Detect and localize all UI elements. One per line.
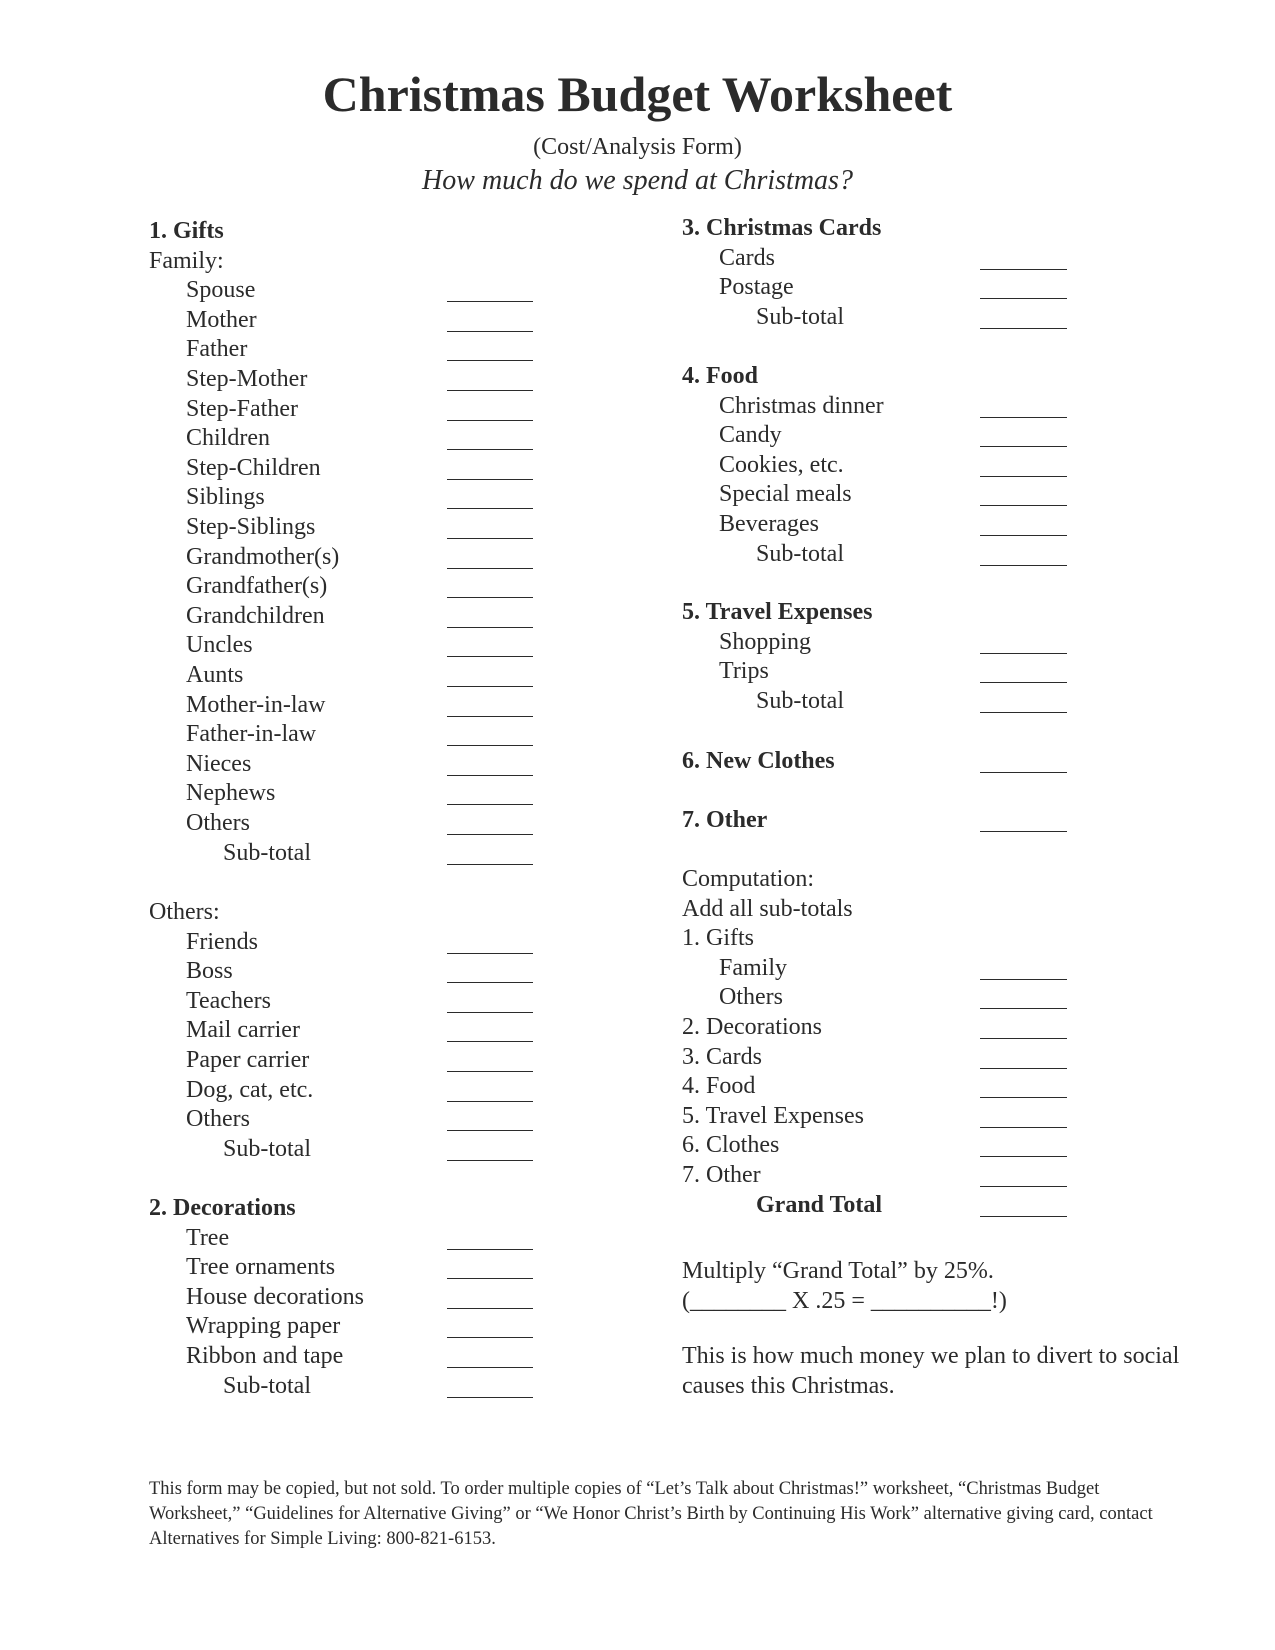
amount-blank-computation-grand-total[interactable] [980,1216,1067,1217]
row-label-gifts-family-items-0: Spouse [186,277,256,304]
amount-blank-cards-items-0[interactable] [980,269,1067,270]
amount-blank-computation-clothes[interactable] [980,1156,1067,1157]
section-heading-computation-grand-total: Grand Total [756,1191,883,1218]
row-label-gifts-others-items-6: Others [186,1106,250,1133]
row-label-cards-items-0: Cards [719,244,775,271]
row-label-gifts-family-items-12: Uncles [186,632,253,659]
row-label-computation-cards: 3. Cards [682,1043,762,1070]
row-label-gifts-family-items-14: Mother-in-law [186,691,326,718]
row-label-decorations-subtotal: Sub-total [223,1372,311,1399]
amount-blank-food-items-1[interactable] [980,446,1067,447]
divert-note: This is how much money we plan to divert to social causes this Christmas. [682,1343,1180,1399]
amount-blank-gifts-family-items-11[interactable] [447,627,533,628]
row-label-computation-family: Family [719,954,788,981]
row-label-gifts-family-items-7: Siblings [186,484,265,511]
multiply-instruction [682,1256,1182,1316]
section-heading-cards-heading: 3. Christmas Cards [682,215,882,241]
row-label-gifts-family-items-16: Nieces [186,750,252,777]
amount-blank-gifts-others-items-2[interactable] [447,1012,533,1013]
row-label-computation-others: Others [719,984,783,1011]
amount-blank-gifts-family-items-8[interactable] [447,538,533,539]
row-label-cards-items-1: Postage [719,274,794,301]
amount-blank-computation-decorations[interactable] [980,1038,1067,1039]
row-label-decorations-items-1: Tree ornaments [186,1254,336,1281]
page-tagline: How much do we spend at Christmas? [422,165,853,196]
section-heading-clothes-heading: 6. New Clothes [682,748,835,774]
amount-blank-gifts-others-items-5[interactable] [447,1101,533,1102]
row-label-computation-food: 4. Food [682,1073,756,1100]
amount-blank-travel-subtotal[interactable] [980,712,1067,713]
section-heading-decorations-heading: 2. Decorations [149,1195,296,1221]
row-label-food-items-3: Special meals [719,481,852,508]
row-label-gifts-others-items-0: Friends [186,928,258,955]
row-label-cards-subtotal: Sub-total [756,303,844,330]
row-label-gifts-family-items-3: Step-Mother [186,366,308,392]
row-label-gifts-family-items-4: Step-Father [186,395,298,422]
row-label-decorations-items-3: Wrapping paper [186,1313,341,1340]
row-label-gifts-others-items-4: Paper carrier [186,1047,310,1073]
row-label-food-items-0: Christmas dinner [719,392,884,419]
amount-blank-gifts-others-items-4[interactable] [447,1071,533,1072]
row-label-decorations-items-4: Ribbon and tape [186,1343,344,1369]
amount-blank-gifts-family-items-18[interactable] [447,834,533,835]
row-label-decorations-items-2: House decorations [186,1283,364,1310]
row-label-travel-items-0: Shopping [719,628,812,655]
row-label-gifts-family-items-15: Father-in-law [186,721,317,748]
row-label-food-items-4: Beverages [719,511,819,537]
row-label-computation-label: Computation: [682,866,814,892]
amount-blank-computation-travel[interactable] [980,1127,1067,1128]
amount-blank-gifts-family-items-6[interactable] [447,479,533,480]
amount-blank-decorations-items-1[interactable] [447,1278,533,1279]
amount-blank-other-heading[interactable] [980,831,1067,832]
amount-blank-food-items-3[interactable] [980,505,1067,506]
amount-blank-food-subtotal[interactable] [980,565,1067,566]
row-label-computation-instruction: Add all sub-totals [682,895,853,922]
row-label-gifts-family-items-18: Others [186,810,250,836]
amount-blank-gifts-family-items-12[interactable] [447,656,533,657]
row-label-computation-other: 7. Other [682,1162,761,1188]
row-label-computation-travel: 5. Travel Expenses [682,1102,864,1129]
row-label-gifts-others-subtotal: Sub-total [223,1135,311,1162]
row-label-gifts-family-items-17: Nephews [186,780,276,807]
amount-blank-clothes-heading[interactable] [980,772,1067,773]
amount-blank-gifts-family-items-0[interactable] [447,301,533,302]
multiply-line-2: (________ X .25 = __________!) [682,1288,1007,1314]
amount-blank-food-items-2[interactable] [980,476,1067,477]
amount-blank-gifts-family-items-7[interactable] [447,508,533,509]
amount-blank-travel-items-0[interactable] [980,653,1067,654]
section-heading-gifts-heading: 1. Gifts [149,218,224,244]
amount-blank-cards-subtotal[interactable] [980,328,1067,329]
amount-blank-food-items-4[interactable] [980,535,1067,536]
amount-blank-gifts-family-items-17[interactable] [447,804,533,805]
row-label-gifts-others-items-2: Teachers [186,987,271,1014]
row-label-decorations-items-0: Tree [186,1224,230,1251]
amount-blank-gifts-family-items-2[interactable] [447,360,533,361]
row-label-food-items-2: Cookies, etc. [719,451,844,478]
section-heading-travel-heading: 5. Travel Expenses [682,599,873,625]
row-label-gifts-others-items-5: Dog, cat, etc. [186,1076,314,1103]
amount-blank-gifts-family-items-15[interactable] [447,745,533,746]
page-title: Christmas Budget Worksheet [322,66,953,122]
amount-blank-gifts-family-items-4[interactable] [447,420,533,421]
amount-blank-gifts-family-items-16[interactable] [447,775,533,776]
section-heading-other-heading: 7. Other [682,807,768,833]
amount-blank-computation-food[interactable] [980,1097,1067,1098]
row-label-gifts-family-subtotal: Sub-total [223,839,311,866]
amount-blank-decorations-items-4[interactable] [447,1367,533,1368]
row-label-gifts-family-items-8: Step-Siblings [186,514,316,540]
amount-blank-cards-items-1[interactable] [980,298,1067,299]
row-label-computation-decorations: 2. Decorations [682,1014,822,1040]
row-label-gifts-family-label: Family: [149,247,224,274]
amount-blank-gifts-others-subtotal[interactable] [447,1160,533,1161]
row-label-travel-items-1: Trips [719,658,769,685]
row-label-gifts-family-items-2: Father [186,336,248,363]
amount-blank-travel-items-1[interactable] [980,682,1067,683]
amount-blank-gifts-family-subtotal[interactable] [447,864,533,865]
amount-blank-gifts-others-items-6[interactable] [447,1130,533,1131]
row-label-gifts-others-label: Others: [149,899,220,925]
amount-blank-gifts-others-items-1[interactable] [447,982,533,983]
amount-blank-decorations-items-0[interactable] [447,1249,533,1250]
amount-blank-decorations-subtotal[interactable] [447,1397,533,1398]
amount-blank-computation-cards[interactable] [980,1068,1067,1069]
amount-blank-decorations-items-3[interactable] [447,1337,533,1338]
amount-blank-food-items-0[interactable] [980,417,1067,418]
amount-blank-gifts-family-items-9[interactable] [447,568,533,569]
row-label-gifts-family-items-11: Grandchildren [186,602,325,629]
footer-note: This form may be copied, but not sold. To order multiple copies of “Let’s Talk about Christmas!” worksheet, “Christmas Budget Worksheet,” “Guidelines for Alternative Giving” or “We Honor Christ’s Birth by Continuing His Work” alternative giving card, contact Alternatives for Simple Living: 800-821-6153. [149,1479,1153,1549]
row-label-food-subtotal: Sub-total [756,540,844,567]
row-label-gifts-family-items-10: Grandfather(s) [186,573,328,600]
row-label-travel-subtotal: Sub-total [756,687,844,714]
amount-blank-decorations-items-2[interactable] [447,1308,533,1309]
amount-blank-computation-others[interactable] [980,1008,1067,1009]
row-label-food-items-1: Candy [719,422,782,449]
amount-blank-gifts-others-items-0[interactable] [447,953,533,954]
amount-blank-gifts-family-items-13[interactable] [447,686,533,687]
row-label-gifts-family-items-9: Grandmother(s) [186,543,340,570]
page-subtitle: (Cost/Analysis Form) [533,134,742,160]
amount-blank-gifts-family-items-1[interactable] [447,331,533,332]
amount-blank-gifts-family-items-10[interactable] [447,597,533,598]
amount-blank-computation-family[interactable] [980,979,1067,980]
amount-blank-gifts-others-items-3[interactable] [447,1041,533,1042]
row-label-gifts-others-items-1: Boss [186,958,233,985]
row-label-gifts-others-items-3: Mail carrier [186,1017,300,1044]
row-label-gifts-family-items-6: Step-Children [186,454,321,481]
section-heading-food-heading: 4. Food [682,363,759,389]
multiply-line-1: Multiply “Grand Total” by 25%. [682,1258,994,1284]
amount-blank-gifts-family-items-3[interactable] [447,390,533,391]
amount-blank-gifts-family-items-5[interactable] [447,449,533,450]
amount-blank-computation-other[interactable] [980,1186,1067,1187]
row-label-computation-clothes: 6. Clothes [682,1132,780,1159]
row-label-gifts-family-items-13: Aunts [186,662,244,688]
row-label-gifts-family-items-5: Children [186,425,270,452]
amount-blank-gifts-family-items-14[interactable] [447,716,533,717]
row-label-computation-gifts: 1. Gifts [682,925,754,952]
row-label-gifts-family-items-1: Mother [186,306,257,333]
